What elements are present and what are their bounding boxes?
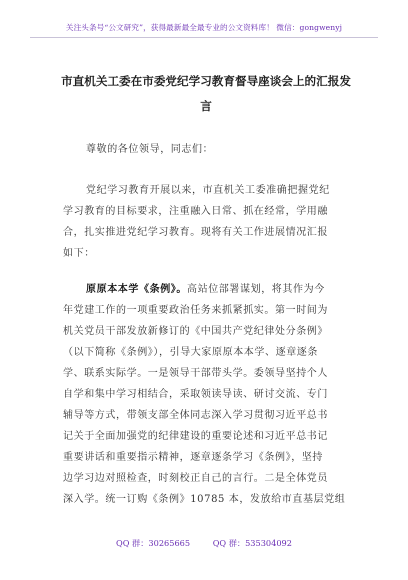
document-title-line-2: 言 bbox=[200, 99, 212, 113]
section-line: 机关党员干部发放新修订的《中国共产党纪律处分条例》 bbox=[63, 326, 328, 337]
section-line: 高站位部署谋划，将其作为今 bbox=[187, 284, 325, 295]
footer bbox=[0, 538, 408, 549]
intro-line: 如下： bbox=[63, 248, 95, 259]
section-line: （以下简称《条例》），引导大家原原本本学、逐章逐条 bbox=[63, 347, 318, 358]
intro-line: 党纪学习教育开展以来，市直机关工委准确把握党纪 bbox=[86, 185, 330, 196]
document-title-line-1: 市直机关工委在市委党纪学习教育督导座谈会上的汇报发 bbox=[61, 74, 351, 88]
section-line: 自学和集中学习相结合，采取领读导读、研讨交流、专门 bbox=[63, 389, 328, 400]
salutation: 尊敬的各位领导，同志们： bbox=[86, 144, 214, 155]
intro-line: 合，扎实推进党纪学习教育。现将有关工作进展情况汇报 bbox=[63, 227, 328, 238]
section-line: 辅导等方式，带领支部全体同志深入学习贯彻习近平总书 bbox=[63, 410, 328, 421]
header-notice: 关注头条号“公文研究”，获得最新最全最专业的公文资料库！ 微信：gongwenyj bbox=[65, 23, 343, 32]
intro-line: 学习教育的目标要求，注重融入日常、抓在经常，学用融 bbox=[63, 206, 328, 217]
section-line: 深入学。统一订购《条例》10785 本，发放给市直基层党组 bbox=[63, 494, 345, 505]
section-line: 边学习边对照检查，时刻校正自己的言行。二是全体党员 bbox=[63, 473, 328, 484]
section-line: 记关于全面加强党的纪律建设的重要论述和习近平总书记 bbox=[63, 431, 328, 442]
footer-qq-group-2: QQ 群：535304092 bbox=[212, 538, 292, 548]
header-divider bbox=[30, 37, 378, 38]
footer-qq-group-1: QQ 群：30265665 bbox=[116, 538, 191, 548]
section-first-line bbox=[86, 280, 368, 295]
section-line: 重要讲话和重要指示精神，逐章逐条学习《条例》，坚持 bbox=[63, 452, 323, 463]
section-line: 年党建工作的一项重要政治任务来抓紧抓实。第一时间为 bbox=[63, 305, 328, 316]
section-heading: 原原本本学《条例》。 bbox=[86, 284, 187, 295]
section-line: 学、联系实际学。一是领导干部带头学。委领导坚持个人 bbox=[63, 368, 328, 379]
